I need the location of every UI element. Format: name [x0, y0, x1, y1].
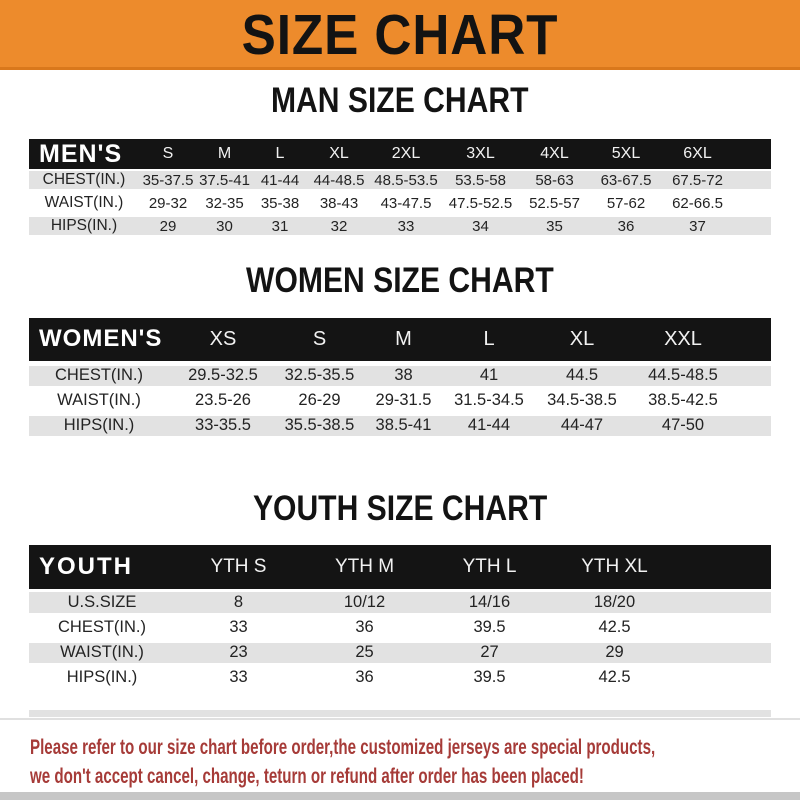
value-cell: 31	[271, 217, 289, 235]
value-cell: 35-37.5	[142, 171, 194, 189]
value-cell: 38	[394, 366, 413, 384]
value-cell: 35	[546, 217, 563, 235]
measurement-row	[29, 590, 771, 615]
value-cell: 8	[233, 592, 244, 611]
value-cell: 26-29	[298, 391, 341, 409]
value-cell: 31.5-34.5	[454, 391, 524, 409]
row-filler-cell	[735, 363, 771, 388]
value-cell: 42.5	[598, 618, 631, 636]
value-cell: 38.5-41	[375, 416, 432, 434]
value-cell: 44-47	[560, 416, 604, 434]
size-column-header: S	[162, 145, 174, 162]
value-cell: 38-43	[319, 194, 359, 212]
value-cell: 41	[479, 366, 499, 384]
row-filler-cell	[733, 192, 771, 215]
value-cell: 52.5-57	[529, 194, 580, 212]
value-cell: 47.5-52.5	[448, 194, 513, 212]
value-cell: 29-31.5	[375, 391, 432, 409]
value-cell: 36	[355, 618, 374, 636]
value-cell: 47-50	[661, 416, 705, 434]
value-cell: 36	[617, 217, 635, 235]
value-cell: 44.5	[565, 366, 599, 384]
measurement-row	[29, 388, 771, 413]
size-column-header: M	[217, 145, 232, 162]
row-label: HIPS(IN.)	[66, 668, 138, 686]
value-cell: 29.5-32.5	[188, 366, 258, 384]
value-cell: 62-66.5	[672, 194, 723, 212]
women-section-heading-text: WOMEN SIZE CHART	[246, 261, 554, 300]
table-corner-label: MEN'S	[39, 139, 123, 168]
size-column-header: 6XL	[683, 145, 712, 162]
value-cell: 36	[355, 668, 374, 686]
value-cell: 23.5-26	[195, 391, 251, 409]
value-cell: 32-35	[205, 194, 244, 212]
value-cell: 33-35.5	[195, 416, 251, 434]
value-cell: 58-63	[535, 171, 574, 189]
value-cell: 10/12	[343, 592, 386, 611]
value-cell: 42.5	[598, 668, 631, 686]
value-cell: 39.5	[473, 668, 506, 686]
table-corner-label: YOUTH	[39, 552, 133, 580]
value-cell: 44.5-48.5	[648, 366, 718, 384]
table-corner-label: WOMEN'S	[39, 325, 163, 353]
value-cell: 53.5-58	[455, 171, 506, 189]
men-section-heading-text: MAN SIZE CHART	[271, 81, 529, 120]
value-cell: 29	[605, 643, 624, 661]
measurement-row	[29, 640, 771, 665]
size-column-header: L	[275, 145, 285, 162]
value-cell: 34.5-38.5	[547, 391, 617, 409]
row-label: WAIST(IN.)	[44, 194, 124, 211]
youth-section-heading-text: YOUTH SIZE CHART	[252, 489, 548, 528]
table-header-row	[29, 545, 771, 590]
value-cell: 37.5-41	[199, 171, 250, 189]
row-label: HIPS(IN.)	[50, 217, 118, 234]
size-column-header: XL	[329, 145, 349, 162]
row-label: CHEST(IN.)	[42, 171, 126, 188]
youth-size-table	[29, 545, 771, 693]
size-column-header: 5XL	[611, 145, 641, 162]
value-cell: 38.5-42.5	[648, 391, 718, 409]
women-section-heading	[0, 258, 800, 311]
row-filler-cell	[677, 665, 771, 690]
bottom-edge-strip	[0, 792, 800, 800]
value-cell: 29	[159, 217, 177, 235]
header-filler-cell	[677, 545, 771, 590]
size-column-header: L	[483, 327, 495, 350]
page-title: SIZE CHART	[241, 3, 559, 67]
value-cell: 35.5-38.5	[284, 416, 355, 434]
value-cell: 33	[229, 668, 248, 686]
size-column-header: XS	[209, 327, 237, 350]
table-header-row	[29, 139, 771, 170]
value-cell: 23	[229, 643, 248, 661]
measurement-row	[29, 615, 771, 640]
value-cell: 63-67.5	[600, 171, 652, 189]
row-filler-cell	[677, 590, 771, 615]
size-column-header: YTH S	[210, 555, 267, 577]
value-cell: 32.5-35.5	[284, 366, 355, 384]
value-cell: 44-48.5	[313, 171, 365, 189]
size-column-header: 2XL	[391, 145, 421, 162]
size-column-header: YTH L	[462, 555, 517, 577]
men-section-heading	[0, 80, 800, 129]
value-cell: 14/16	[468, 592, 511, 611]
value-cell: 57-62	[606, 194, 646, 212]
measurement-row	[29, 363, 771, 388]
value-cell: 27	[480, 643, 499, 661]
row-filler-cell	[735, 413, 771, 438]
size-column-header: XXL	[664, 327, 702, 350]
size-column-header: YTH XL	[581, 555, 648, 577]
measurement-row	[29, 665, 771, 690]
size-column-header: S	[312, 327, 327, 350]
row-filler-cell	[733, 170, 771, 192]
value-cell: 18/20	[593, 592, 636, 611]
value-cell: 33	[397, 217, 415, 235]
row-label: CHEST(IN.)	[58, 618, 146, 636]
youth-section-heading	[0, 486, 800, 539]
value-cell: 30	[216, 217, 233, 235]
size-column-header: 4XL	[540, 145, 569, 162]
disclaimer-line-1: Please refer to our size chart before order,the customized jerseys are special products,	[30, 736, 656, 759]
size-column-header: M	[395, 327, 412, 350]
row-filler-cell	[677, 615, 771, 640]
row-label: HIPS(IN.)	[63, 416, 135, 434]
value-cell: 37	[689, 217, 706, 235]
measurement-row	[29, 215, 771, 238]
value-cell: 35-38	[260, 194, 300, 212]
measurement-row	[29, 170, 771, 192]
table-header-row	[29, 318, 771, 363]
value-cell: 25	[355, 643, 374, 661]
disclaimer	[0, 718, 800, 791]
value-cell: 32	[330, 217, 348, 235]
value-cell: 34	[472, 217, 489, 235]
youth-table-bottom-strip	[29, 710, 771, 717]
row-label: U.S.SIZE	[67, 592, 137, 611]
row-filler-cell	[677, 640, 771, 665]
size-column-header: YTH M	[334, 555, 395, 577]
row-filler-cell	[735, 388, 771, 413]
value-cell: 67.5-72	[672, 171, 723, 189]
men-size-table	[29, 139, 771, 240]
value-cell: 33	[229, 618, 248, 636]
row-label: WAIST(IN.)	[60, 643, 144, 661]
header-filler-cell	[735, 318, 771, 363]
row-label: CHEST(IN.)	[55, 366, 143, 384]
value-cell: 29-32	[148, 194, 188, 212]
disclaimer-line-2: we don't accept cancel, change, teturn or refund after order has been placed!	[30, 765, 584, 788]
value-cell: 41-44	[260, 171, 300, 189]
banner	[0, 0, 800, 70]
row-filler-cell	[733, 215, 771, 238]
row-label: WAIST(IN.)	[57, 391, 141, 409]
size-column-header: XL	[569, 327, 595, 350]
value-cell: 48.5-53.5	[374, 171, 438, 189]
value-cell: 39.5	[473, 618, 506, 636]
value-cell: 41-44	[467, 416, 511, 434]
measurement-row	[29, 192, 771, 215]
size-column-header: 3XL	[466, 145, 495, 162]
header-filler-cell	[733, 139, 771, 170]
measurement-row	[29, 413, 771, 438]
value-cell: 43-47.5	[380, 194, 432, 212]
women-size-table	[29, 318, 771, 441]
